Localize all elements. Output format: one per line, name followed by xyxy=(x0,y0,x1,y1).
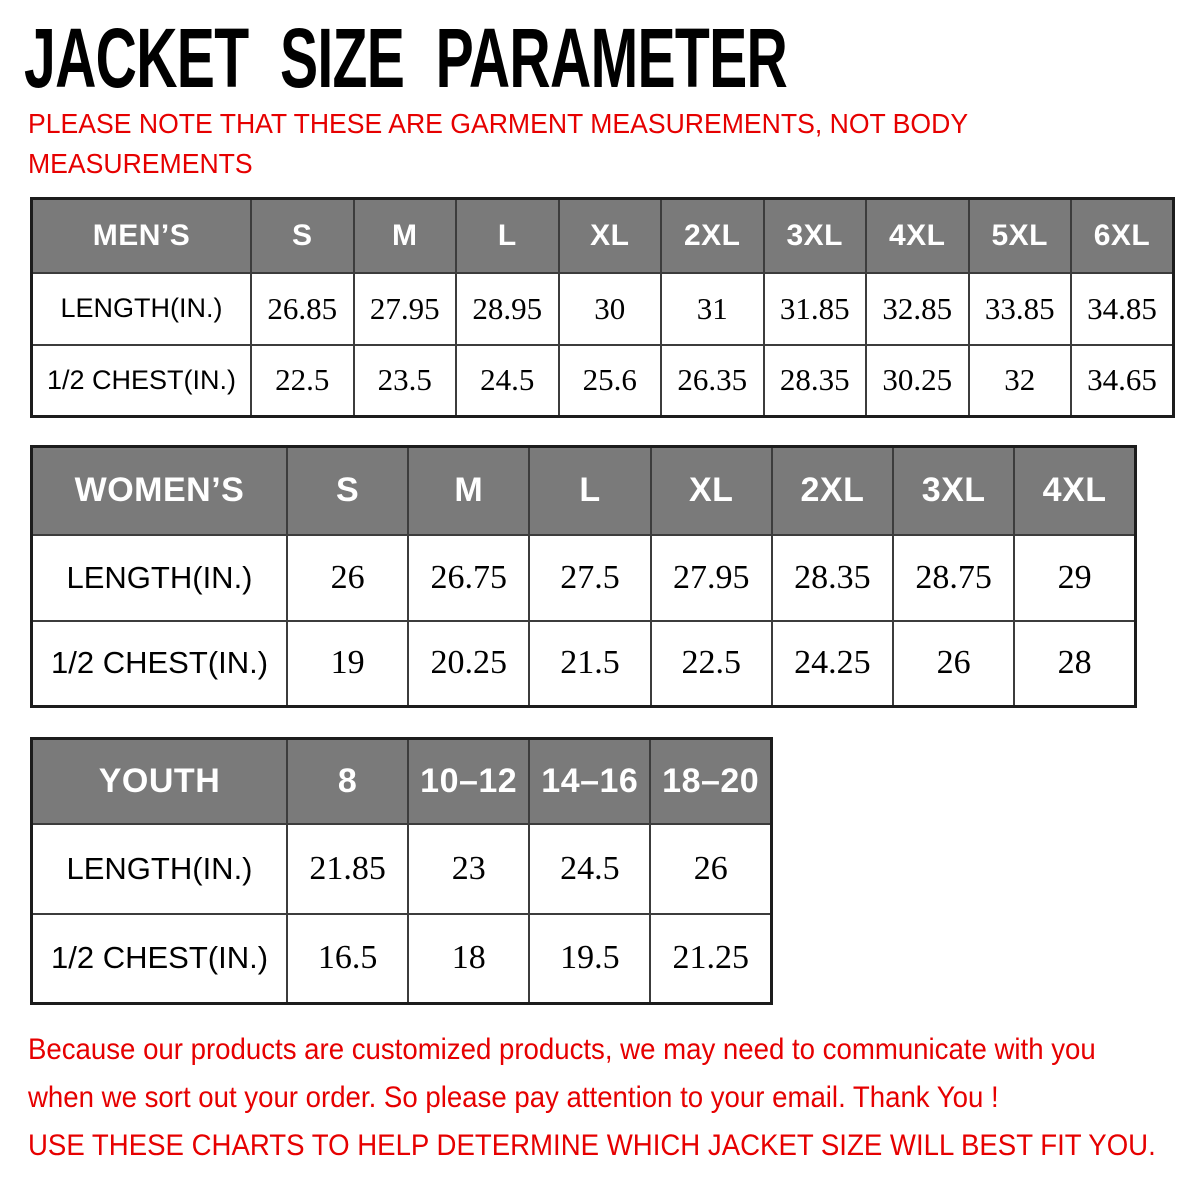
size-header-cell: S xyxy=(287,447,408,535)
page-title xyxy=(24,11,1146,105)
value-cell: 22.5 xyxy=(251,345,354,417)
customization-footer-note xyxy=(28,1026,1189,1122)
table-title-cell: MEN’S xyxy=(32,199,252,273)
value-cell: 16.5 xyxy=(287,914,408,1004)
value-cell: 26 xyxy=(893,621,1014,707)
value-cell: 30.25 xyxy=(866,345,969,417)
value-cell: 31.85 xyxy=(764,273,867,345)
mens-size-table xyxy=(30,197,1175,418)
row-label-cell: 1/2 CHEST(IN.) xyxy=(32,345,252,417)
table-row xyxy=(32,535,1136,621)
note-line: PLEASE NOTE THAT THESE ARE GARMENT MEASUREMENTS, NOT BODY xyxy=(28,108,969,139)
value-cell: 30 xyxy=(559,273,662,345)
value-cell: 28.75 xyxy=(893,535,1014,621)
size-header-cell: 3XL xyxy=(764,199,867,273)
size-header-cell: L xyxy=(529,447,650,535)
size-header-cell: 4XL xyxy=(866,199,969,273)
table-title-cell: WOMEN’S xyxy=(32,447,288,535)
value-cell: 21.85 xyxy=(287,824,408,914)
value-cell: 28.95 xyxy=(456,273,559,345)
table-row xyxy=(32,621,1136,707)
value-cell: 18 xyxy=(408,914,529,1004)
value-cell: 26.85 xyxy=(251,273,354,345)
size-header-cell: 2XL xyxy=(772,447,893,535)
value-cell: 19.5 xyxy=(529,914,650,1004)
value-cell: 23.5 xyxy=(354,345,457,417)
footer-line: when we sort out your order. So please pay attention to your email. Thank You ! xyxy=(28,1081,999,1114)
value-cell: 26 xyxy=(650,824,771,914)
usage-line: USE THESE CHARTS TO HELP DETERMINE WHICH JACKET SIZE WILL BEST FIT YOU. xyxy=(28,1129,1156,1162)
size-header-cell: XL xyxy=(651,447,772,535)
garment-measurement-note xyxy=(28,104,1018,184)
value-cell: 19 xyxy=(287,621,408,707)
value-cell: 28.35 xyxy=(772,535,893,621)
table-header-row xyxy=(32,199,1174,273)
page-title-text: JACKET SIZE PARAMETER xyxy=(24,11,788,105)
size-header-cell: 4XL xyxy=(1014,447,1135,535)
value-cell: 22.5 xyxy=(651,621,772,707)
value-cell: 28 xyxy=(1014,621,1135,707)
size-header-cell: 3XL xyxy=(893,447,1014,535)
chart-usage-note xyxy=(28,1126,1200,1166)
value-cell: 27.95 xyxy=(651,535,772,621)
size-header-cell: 2XL xyxy=(661,199,764,273)
value-cell: 28.35 xyxy=(764,345,867,417)
value-cell: 26 xyxy=(287,535,408,621)
table-header-row xyxy=(32,739,772,824)
size-header-cell: XL xyxy=(559,199,662,273)
value-cell: 32 xyxy=(969,345,1072,417)
row-label-cell: LENGTH(IN.) xyxy=(32,824,288,914)
size-header-cell: 8 xyxy=(287,739,408,824)
size-header-cell: 18–20 xyxy=(650,739,771,824)
value-cell: 27.5 xyxy=(529,535,650,621)
size-header-cell: M xyxy=(408,447,529,535)
value-cell: 32.85 xyxy=(866,273,969,345)
footer-line: Because our products are customized products, we may need to communicate with you xyxy=(28,1033,1096,1066)
table-title-cell: YOUTH xyxy=(32,739,288,824)
value-cell: 26.35 xyxy=(661,345,764,417)
womens-size-table xyxy=(30,445,1137,708)
value-cell: 25.6 xyxy=(559,345,662,417)
table-row xyxy=(32,824,772,914)
value-cell: 27.95 xyxy=(354,273,457,345)
row-label-cell: 1/2 CHEST(IN.) xyxy=(32,914,288,1004)
size-header-cell: M xyxy=(354,199,457,273)
value-cell: 24.5 xyxy=(529,824,650,914)
value-cell: 21.5 xyxy=(529,621,650,707)
value-cell: 23 xyxy=(408,824,529,914)
size-header-cell: S xyxy=(251,199,354,273)
table-row xyxy=(32,914,772,1004)
value-cell: 20.25 xyxy=(408,621,529,707)
value-cell: 26.75 xyxy=(408,535,529,621)
value-cell: 33.85 xyxy=(969,273,1072,345)
value-cell: 24.25 xyxy=(772,621,893,707)
row-label-cell: LENGTH(IN.) xyxy=(32,535,288,621)
size-header-cell: 14–16 xyxy=(529,739,650,824)
row-label-cell: LENGTH(IN.) xyxy=(32,273,252,345)
size-header-cell: 5XL xyxy=(969,199,1072,273)
value-cell: 34.65 xyxy=(1071,345,1174,417)
table-header-row xyxy=(32,447,1136,535)
youth-size-table xyxy=(30,737,773,1005)
value-cell: 34.85 xyxy=(1071,273,1174,345)
table-row xyxy=(32,345,1174,417)
value-cell: 31 xyxy=(661,273,764,345)
value-cell: 29 xyxy=(1014,535,1135,621)
row-label-cell: 1/2 CHEST(IN.) xyxy=(32,621,288,707)
value-cell: 24.5 xyxy=(456,345,559,417)
note-line: MEASUREMENTS xyxy=(28,148,253,179)
table-row xyxy=(32,273,1174,345)
size-header-cell: L xyxy=(456,199,559,273)
size-header-cell: 10–12 xyxy=(408,739,529,824)
value-cell: 21.25 xyxy=(650,914,771,1004)
size-header-cell: 6XL xyxy=(1071,199,1174,273)
